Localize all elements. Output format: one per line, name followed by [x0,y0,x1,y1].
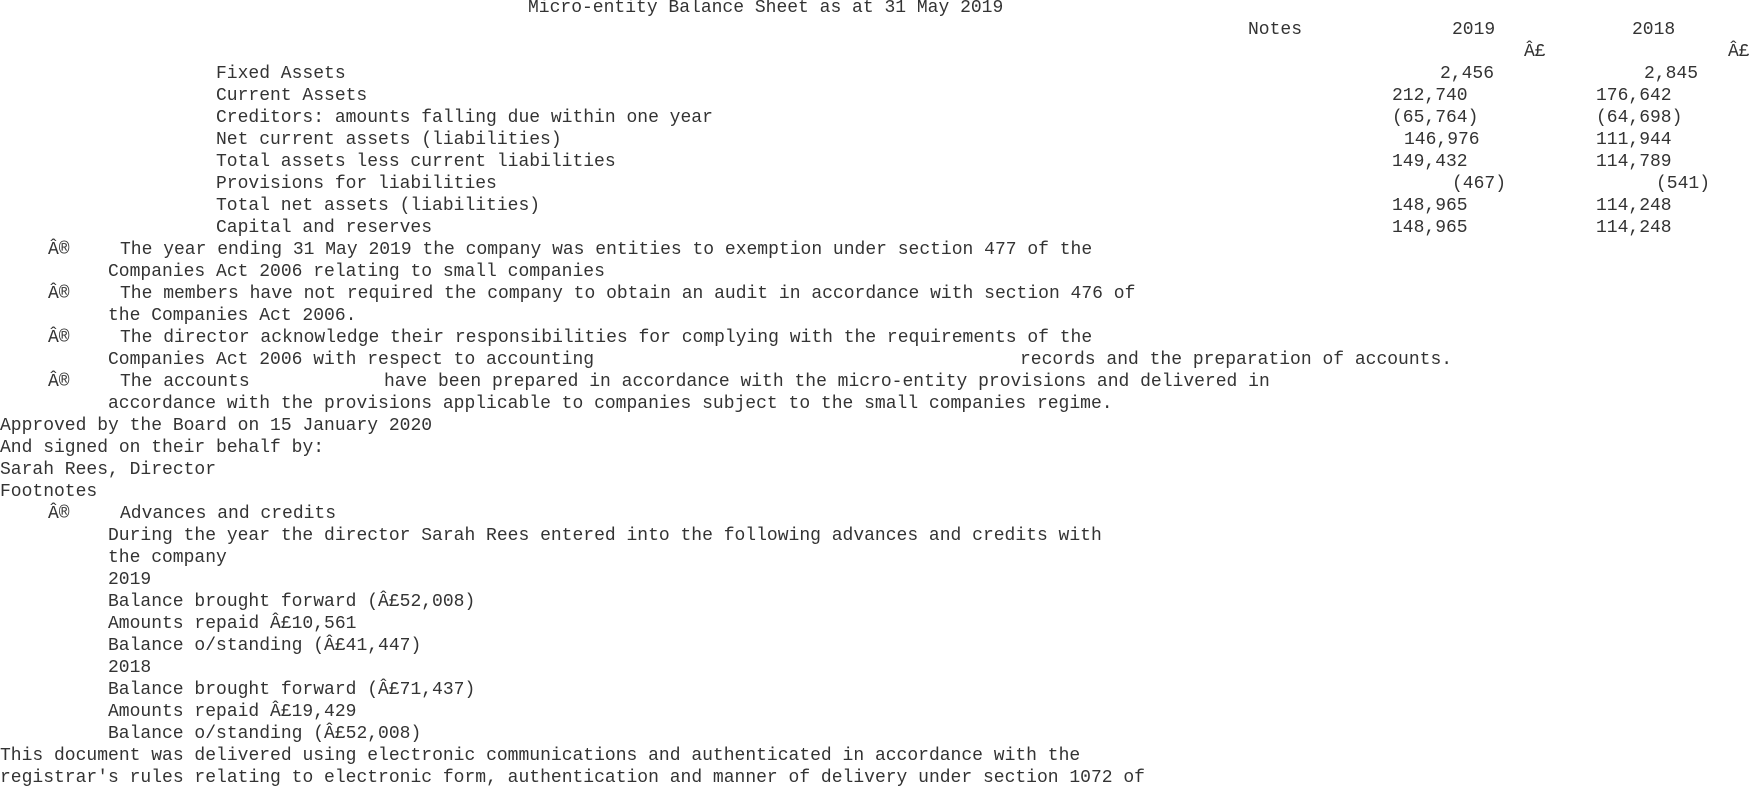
row-value-2019: (65,764) [1392,108,1479,128]
row-value-2018: 2,845 [1644,64,1699,84]
bullet-icon: Â® [48,372,70,392]
statement-line: accordance with the provisions applicable to companies subject to the small companies regime. [108,394,1113,414]
closing-text: This document was delivered using electronic communications and authenticated in accordance with the [0,746,1081,766]
statement-line: Companies Act 2006 relating to small companies [108,262,605,282]
row-label: Current Assets [216,86,368,106]
statement-line: The year ending 31 May 2019 the company was entities to exemption under section 477 of the [120,240,1093,260]
statement-line: Companies Act 2006 with respect to accounting [108,350,595,370]
statement-line: the Companies Act 2006. [108,306,357,326]
footnote-year: 2018 [108,658,152,678]
row-label: Creditors: amounts falling due within one year [216,108,713,128]
footnote-year: 2019 [108,570,152,590]
footnote-text: the company [108,548,227,568]
page-title: Micro-entity Balance Sheet as at 31 May 2019 [528,0,1004,18]
footnote-text: During the year the director Sarah Rees entered into the following advances and credits with [108,526,1102,546]
bullet-icon: Â® [48,504,70,524]
currency-2019-label: Â£ [1524,42,1546,62]
statement-line: The director acknowledge their responsibilities for complying with the requirements of the [120,328,1093,348]
notes-column-header: Notes [1248,20,1303,40]
row-value-2018: 114,248 [1596,196,1672,216]
row-label: Total assets less current liabilities [216,152,616,172]
footnotes-heading: Footnotes [0,482,98,502]
approval-date: Approved by the Board on 15 January 2020 [0,416,433,436]
footnote-line: Balance o/standing (Â£41,447) [108,636,422,656]
row-value-2019: 148,965 [1392,218,1468,238]
row-value-2019: (467) [1452,174,1507,194]
statement-line: records and the preparation of accounts. [1020,350,1453,370]
signed-behalf: And signed on their behalf by: [0,438,325,458]
row-value-2018: 114,789 [1596,152,1672,172]
row-value-2019: 148,965 [1392,196,1468,216]
row-label: Fixed Assets [216,64,346,84]
footnote-line: Balance o/standing (Â£52,008) [108,724,422,744]
row-label: Provisions for liabilities [216,174,497,194]
row-label: Capital and reserves [216,218,433,238]
closing-text: registrar's rules relating to electronic form, authentication and manner of delivery under section 1072 of [0,768,1145,788]
bullet-icon: Â® [48,328,70,348]
row-value-2018: 114,248 [1596,218,1672,238]
statement-line: The accounts [120,372,250,392]
row-value-2019: 149,432 [1392,152,1468,172]
row-label: Net current assets (liabilities) [216,130,562,150]
footnote-line: Amounts repaid Â£19,429 [108,702,357,722]
footnote-line: Amounts repaid Â£10,561 [108,614,357,634]
footnote-line: Balance brought forward (Â£52,008) [108,592,476,612]
footnote-title: Advances and credits [120,504,337,524]
bullet-icon: Â® [48,240,70,260]
year-2018-column-header: 2018 [1632,20,1676,40]
statement-line: have been prepared in accordance with the micro-entity provisions and delivered in [384,372,1270,392]
statement-line: The members have not required the company to obtain an audit in accordance with section 476 of [120,284,1136,304]
row-value-2018: 111,944 [1596,130,1672,150]
footnote-line: Balance brought forward (Â£71,437) [108,680,476,700]
row-value-2019: 146,976 [1404,130,1480,150]
director-name: Sarah Rees, Director [0,460,217,480]
row-value-2018: 176,642 [1596,86,1672,106]
row-value-2018: (64,698) [1596,108,1683,128]
row-value-2018: (541) [1656,174,1711,194]
bullet-icon: Â® [48,284,70,304]
year-2019-column-header: 2019 [1452,20,1496,40]
currency-2018-label: Â£ [1728,42,1750,62]
row-value-2019: 2,456 [1440,64,1495,84]
row-label: Total net assets (liabilities) [216,196,541,216]
row-value-2019: 212,740 [1392,86,1468,106]
